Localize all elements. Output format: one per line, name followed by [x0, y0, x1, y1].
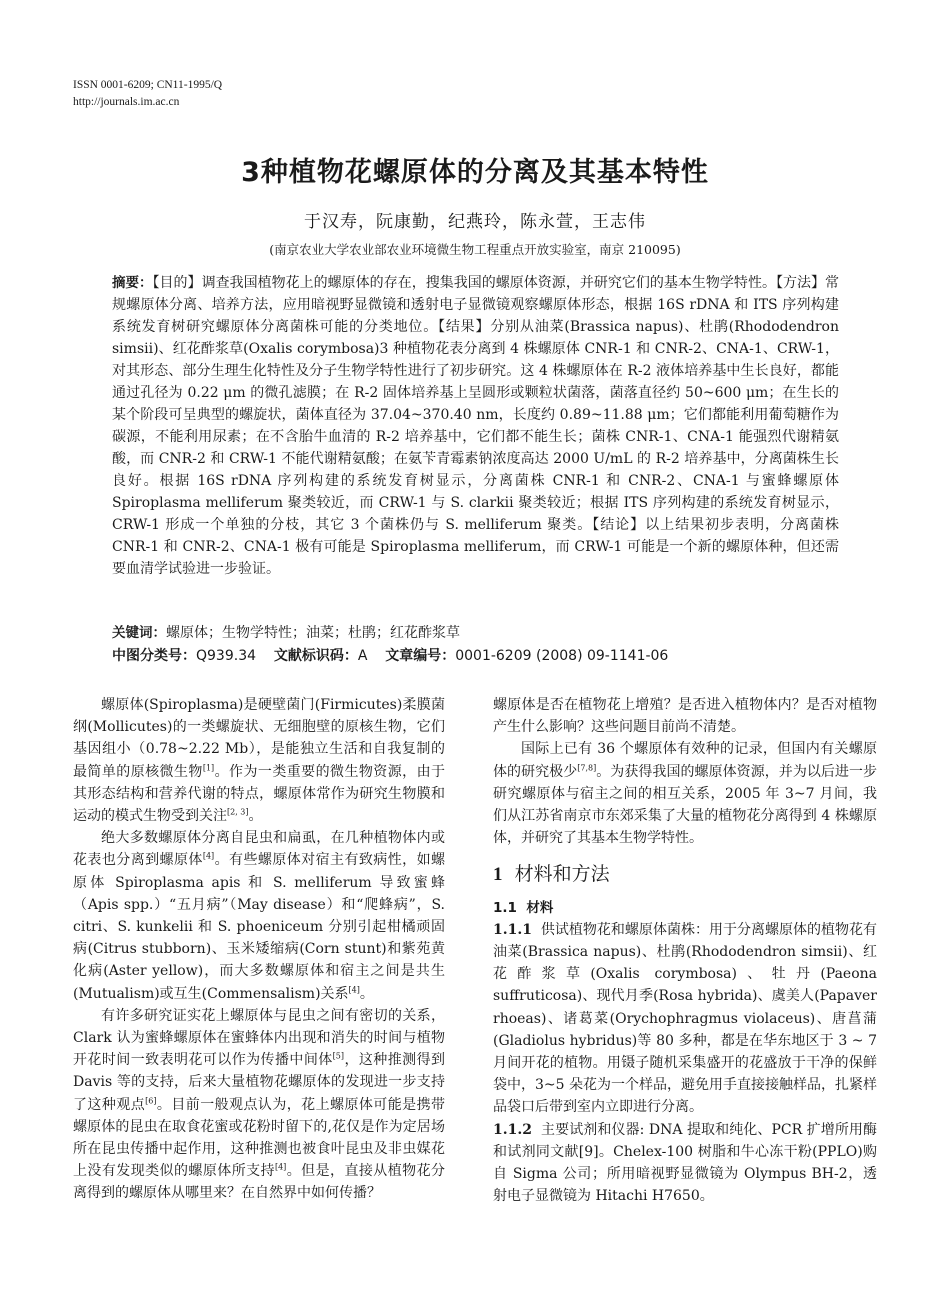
- citation[interactable]: [4]: [274, 1162, 287, 1172]
- article-no-label: 文章编号：: [385, 648, 456, 664]
- citation[interactable]: [6]: [145, 1096, 157, 1105]
- paragraph: 螺原体(Spiroplasma)是硬壁菌门(Firmicutes)柔膜菌纲(Mollicutes)的一类螺旋状、无细胞壁的原核生物，它们基因组小（0.78~2.22 Mb），是能独立生活和自我复制的最简单的原核微生物[1]。作为一类重要的微生物资源，由于其形态结构和营养代谢的特点，螺原体常作为研究生物膜和运动的模式生物受到关注[2, 3]。: [73, 697, 446, 825]
- paragraph: 国际上已有 36 个螺原体有效种的记录，但国内有关螺原体的研究极少[7,8]。为获得我国的螺原体资源，并为以后进一步研究螺原体与宿主之间的相互关系，2005 年 3~7 月间，我们从江苏省南京市东郊采集了大量的植物花分离得到 4 株螺原体，并研究了其基本生物学特性。: [493, 741, 878, 847]
- keywords: [112, 622, 839, 644]
- paragraph: 有许多研究证实花上螺原体与昆虫之间有密切的关系，Clark 认为蜜蜂螺原体在蜜蜂体内出现和消失的时间与植物开花时间一致表明花可以作为传播中间体[5]，这种推测得到 Davis 等的支持，后来大量植物花螺原体的发现进一步支持了这种观点[6]。目前一般观点认为，花上螺原体可能是携带螺原体的昆虫在取食花蜜或花粉时留下的,花仅是作为定居场所在昆虫传播中起作用，这种推测也被食叶昆虫及非虫媒花上没有发现类似的螺原体所支持[4]。但是，直接从植物花分离得到的螺原体从哪里来？在自然界中如何传播？: [73, 1007, 446, 1202]
- article-no-value: 0001-6209 (2008) 09-1141-06: [455, 648, 669, 664]
- doc-code-label: 文献标识码：: [273, 648, 358, 664]
- keywords-label: 关键词：: [112, 625, 166, 641]
- citation[interactable]: [7,8]: [577, 762, 597, 772]
- doc-code-value: A: [357, 648, 368, 664]
- journal-header: [73, 77, 222, 111]
- issn-line: ISSN 0001-6209; CN11-1995/Q: [73, 79, 223, 91]
- subsection-heading: 1.1 材料: [493, 899, 554, 916]
- journal-url[interactable]: http://journals.im.ac.cn: [73, 96, 180, 108]
- classification-line: [112, 645, 839, 667]
- citation[interactable]: [5]: [332, 1051, 345, 1061]
- citation[interactable]: [1]: [202, 762, 215, 772]
- citation[interactable]: [4]: [202, 851, 215, 861]
- paragraph: 1.1.1 供试植物花和螺原体菌株：用于分离螺原体的植物花有油菜(Brassica napus)、杜鹃(Rhododendron simsii)、红花酢浆草(Oxalis corymbosa)、牡丹(Paeona suffruticosa)、现代月季(Rosa hybrida)、虞美人(Papaver rhoeas)、诸葛菜(Orychophragmus violaceus)、唐菖蒲(Gladiolus hybridus)等 80 多种，都是在华东地区于 3 ~ 7 月间开花的植物。用镊子随机采集盛开的花盛放于干净的保鲜袋中，3~5 朵花为一个样品，避免用手直接接触样品，扎紧样品袋口后带到室内立即进行分离。: [493, 921, 878, 1116]
- paragraph: 绝大多数螺原体分离自昆虫和扁虱，在几种植物体内或花表也分离到螺原体[4]。有些螺原体对宿主有致病性，如螺原体 Spiroplasma apis 和 S. melliferum 导致蜜蜂（Apis spp.）“五月病”（May disease）和“爬蜂病”，S. citri、S. kunkelii 和 S. phoeniceum 分别引起柑橘顽固病(Citrus stubborn)、玉米矮缩病(Corn stunt)和紫苑黄化病(Aster yellow)，而大多数螺原体和宿主之间是共生(Mutualism)或互生(Commensalism)关系[4]。: [73, 830, 446, 1002]
- citation[interactable]: [4]: [348, 984, 360, 994]
- paragraph: 1.1.2 主要试剂和仪器: DNA 提取和纯化、PCR 扩增所用酶和试剂同文献[9]。Chelex-100 树脂和牛心冻干粉(PPLO)购自 Sigma 公司；所用暗视野显微镜为 Olympus BH-2，透射电子显微镜为 Hitachi H7650。: [493, 1121, 877, 1205]
- body-column-left: [73, 694, 445, 1205]
- clc-label: 中图分类号：: [112, 648, 196, 664]
- section-heading: 1 材料和方法: [493, 863, 610, 886]
- affiliation: (南京农业大学农业部农业环境微生物工程重点开放实验室，南京 210095): [269, 242, 681, 257]
- clc-value: Q939.34: [196, 648, 257, 664]
- abstract-text: 【目的】调查我国植物花上的螺原体的存在，搜集我国的螺原体资源，并研究它们的基本生物学特性。【方法】常规螺原体分离、培养方法，应用暗视野显微镜和透射电子显微镜观察螺原体形态，根据 16S rDNA 和 ITS 序列构建系统发育树研究螺原体分离菌株可能的分类地位。【结果】分别从油菜(Brassica napus)、杜鹃(Rhododendron simsii)、红花酢浆草(Oxalis corymbosa)3 种植物花表分离到 4 株螺原体 CNR-1 和 CNR-2、CNA-1、CRW-1，对其形态、部分生理生化特性及分子生物学特性进行了初步研究。这 4 株螺原体在 R-2 液体培养基中生长良好，都能通过孔径为 0.22 μm 的微孔滤膜；在 R-2 固体培养基上呈圆形或颗粒状菌落，菌落直径约 50~600 μm；在生长的某个阶段可呈典型的螺旋状，菌体直径为 37.04~370.40 nm，长度约 0.89~11.88 μm；它们都能利用葡萄糖作为碳源，不能利用尿素；在不含胎牛血清的 R-2 培养基中，它们都不能生长；菌株 CNR-1、CNA-1 能强烈代谢精氨酸，而 CNR-2 和 CRW-1 不能代谢精氨酸；在氨苄青霉素钠浓度高达 2000 U/mL 的 R-2 培养基中，分离菌株生长良好。根据 16S rDNA 序列构建的系统发育树显示，分离菌株 CNR-1 和 CNR-2、CNA-1 与蜜蜂螺原体 Spiroplasma melliferum 聚类较近，而 CRW-1 与 S. clarkii 聚类较近；根据 ITS 序列构建的系统发育树显示，CRW-1 形成一个单独的分枝，其它 3 个菌株仍与 S. melliferum 聚类。【结论】以上结果初步表明，分离菌株 CNR-1 和 CNR-2、CNA-1 极有可能是 Spiroplasma melliferum，而 CRW-1 可能是一个新的螺原体种，但还需要血清学试验进一步验证。: [112, 275, 839, 577]
- author-list: 于汉寿，阮康勤，纪燕玲，陈永萱，王志伟: [304, 212, 646, 232]
- body-column-right: [493, 694, 877, 1207]
- keywords-text: 螺原体；生物学特性；油菜；杜鹃；红花酢浆草: [166, 625, 460, 641]
- paper-title: 3种植物花螺原体的分离及其基本特性: [241, 157, 709, 188]
- citation[interactable]: [2, 3]: [227, 807, 249, 817]
- paragraph: 螺原体是否在植物花上增殖？是否进入植物体内？是否对植物产生什么影响？这些问题目前尚不清楚。: [493, 697, 877, 736]
- abstract-label: 摘要：: [112, 275, 153, 291]
- abstract: [112, 272, 839, 580]
